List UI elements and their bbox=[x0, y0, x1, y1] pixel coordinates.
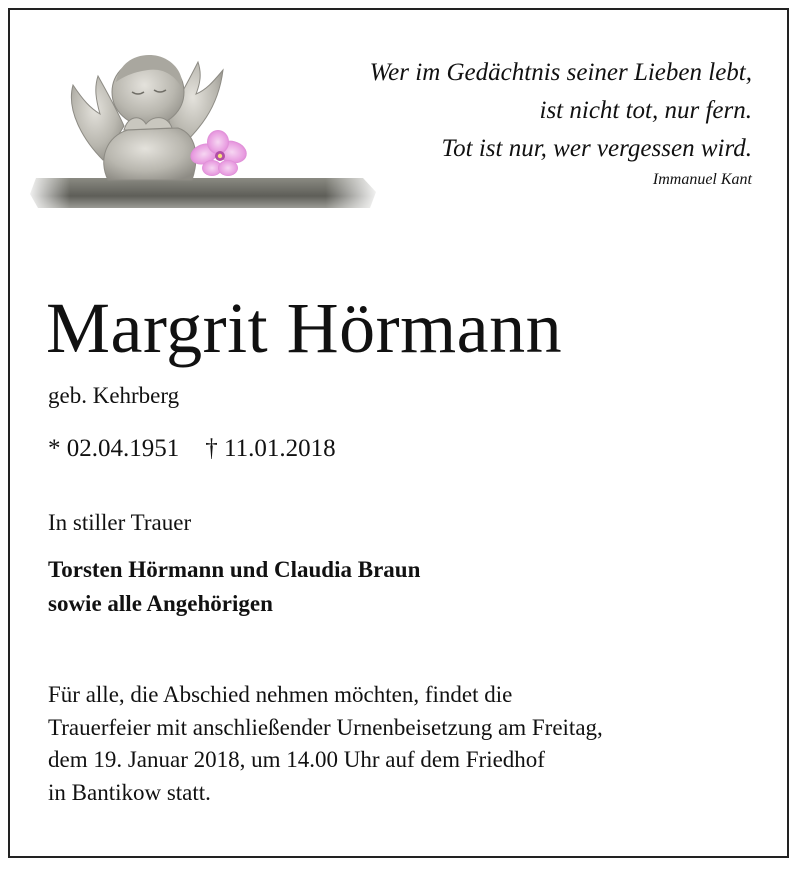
quote-line: Wer im Gedächtnis seiner Lieben lebt, bbox=[369, 59, 752, 86]
mourners bbox=[48, 553, 420, 621]
maiden-name: geb. Kehrberg bbox=[48, 383, 180, 408]
ceremony-line: dem 19. Januar 2018, um 14.00 Uhr auf dem Friedhof bbox=[48, 747, 545, 772]
ceremony-line: in Bantikow statt. bbox=[48, 779, 211, 805]
mourning-intro: In stiller Trauer bbox=[48, 510, 192, 535]
quote-line: ist nicht tot, nur fern. bbox=[539, 97, 752, 124]
quote-line: Tot ist nur, wer vergessen wird. bbox=[441, 135, 752, 162]
life-dates bbox=[48, 433, 336, 465]
angel-with-orchid-icon bbox=[28, 30, 378, 215]
quote-author: Immanuel Kant bbox=[652, 171, 752, 188]
memorial-quote bbox=[370, 54, 752, 192]
ceremony-line: Trauerfeier mit anschließender Urnenbeisetzung am Freitag, bbox=[48, 714, 603, 740]
ceremony-info bbox=[48, 679, 603, 809]
death-date: † 11.01.2018 bbox=[205, 435, 336, 462]
deceased-name: Margrit Hörmann bbox=[46, 288, 563, 368]
ceremony-line: Für alle, die Abschied nehmen möchten, findet die bbox=[48, 682, 513, 707]
mourner-line: sowie alle Angehörigen bbox=[48, 591, 273, 616]
birth-date: * 02.04.1951 bbox=[48, 435, 180, 462]
mourner-line: Torsten Hörmann und Claudia Braun bbox=[48, 557, 421, 582]
